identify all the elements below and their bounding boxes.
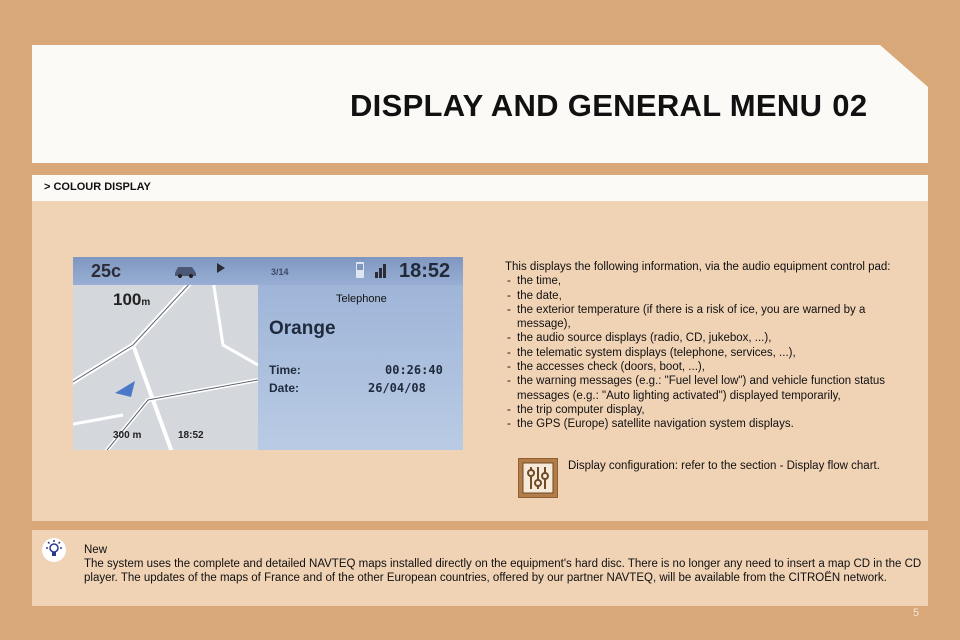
display-date: 3/14 <box>271 267 289 277</box>
navigation-map <box>73 285 258 450</box>
display-date-label: Date: <box>269 381 300 395</box>
list-item: - the accesses check (doors, boot, ...), <box>505 360 920 374</box>
display-bottom-time: 18:52 <box>178 430 204 441</box>
display-carrier: Orange <box>269 318 336 339</box>
play-icon <box>217 262 225 276</box>
display-bottom-distance: 300 m <box>113 430 142 441</box>
phone-icon <box>355 262 365 281</box>
list-item: - the exterior temperature (if there is a risk of ice, you are warned by a message), <box>505 303 920 332</box>
list-item: - the telematic system displays (telephone, services, ...), <box>505 346 920 360</box>
intro-lead: This displays the following information, via the audio equipment control pad: <box>505 261 891 273</box>
intro-text <box>505 260 920 432</box>
sliders-icon <box>518 458 558 498</box>
display-time-label: Time: <box>269 363 301 377</box>
section-bar <box>32 175 928 201</box>
page-title <box>350 88 867 124</box>
display-time-value: 00:26:40 <box>385 363 443 377</box>
list-item: - the audio source displays (radio, CD, jukebox, ...), <box>505 331 920 345</box>
car-icon <box>173 262 199 281</box>
display-clock: 18:52 <box>399 260 451 282</box>
list-item: - the warning messages (e.g.: "Fuel level low") and vehicle function status messages (e.g.: "Auto lighting activated") displayed temporarily, <box>505 374 920 403</box>
display-distance: 100m <box>113 290 151 309</box>
note-body: The system uses the complete and detailed NAVTEQ maps installed directly on the equipment's hard disc. There is no longer any need to insert a map CD in the CD player. The updates of the maps of France and of the other European countries, offered by our partner NAVTEQ, will be available from the CITROËN network. <box>84 558 922 584</box>
list-item: - the date, <box>505 289 920 303</box>
page-number: 5 <box>913 607 920 619</box>
display-temperature: 25c <box>91 261 122 281</box>
list-item: - the time, <box>505 274 920 288</box>
list-item: - the trip computer display, <box>505 403 920 417</box>
bulb-icon <box>41 537 67 563</box>
info-list <box>505 274 920 431</box>
note-title: New <box>84 544 108 556</box>
display-date-value: 26/04/08 <box>368 381 426 395</box>
config-reference: Display configuration: refer to the section - Display flow chart. <box>568 460 880 472</box>
title-text: DISPLAY AND GENERAL MENU <box>350 88 823 123</box>
signal-icon <box>375 262 387 281</box>
list-item: - the GPS (Europe) satellite navigation system displays. <box>505 417 920 431</box>
colour-display-screenshot <box>73 257 463 450</box>
section-label: > COLOUR DISPLAY <box>44 181 151 193</box>
display-app-label: Telephone <box>336 293 387 305</box>
chapter-number: 02 <box>832 88 868 123</box>
